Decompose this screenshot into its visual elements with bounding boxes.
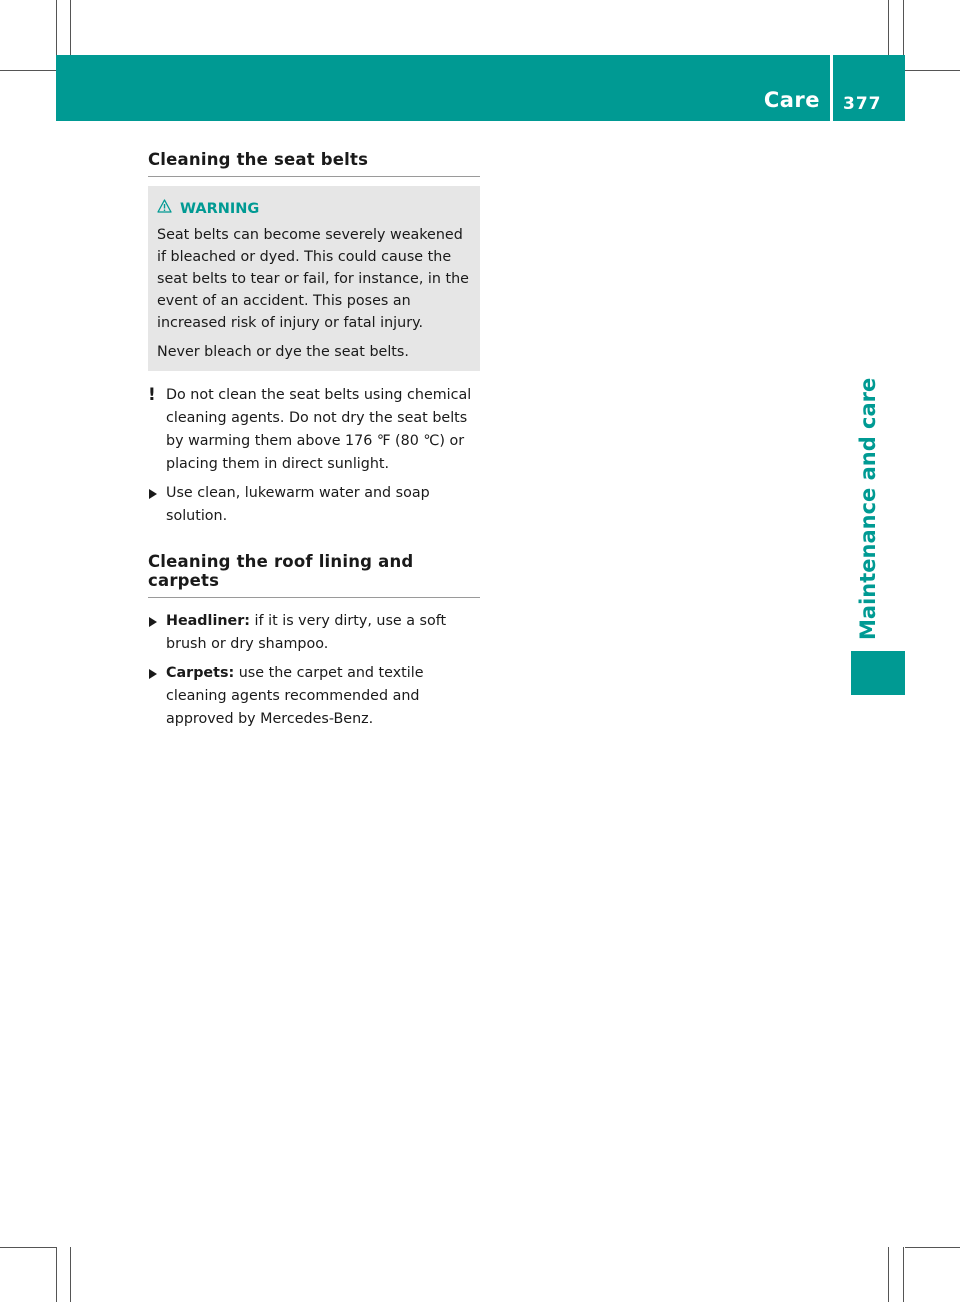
crop-mark <box>0 70 56 71</box>
crop-mark <box>888 0 889 55</box>
side-tab-marker <box>851 651 905 695</box>
crop-mark <box>888 1247 889 1302</box>
crop-mark <box>56 0 57 55</box>
crop-mark <box>70 1247 71 1302</box>
step-text: Use clean, lukewarm water and soap solution. <box>166 485 430 524</box>
crop-mark <box>0 1247 56 1248</box>
step-text: if it is very dirty, use a soft brush or dry shampoo. <box>166 613 447 652</box>
step-text: use the carpet and textile cleaning agents recommended and approved by Mercedes-Benz. <box>166 665 424 727</box>
crop-mark <box>903 1247 904 1302</box>
instruction-step <box>148 610 480 656</box>
crop-mark <box>905 70 960 71</box>
step-term: Headliner: <box>166 613 250 629</box>
crop-mark <box>903 0 904 55</box>
step-arrow-icon <box>149 489 157 499</box>
warning-triangle-icon <box>157 198 172 220</box>
section-roof-lining <box>148 552 480 731</box>
instruction-step <box>148 662 480 731</box>
warning-box <box>148 186 480 371</box>
warning-instruction: Never bleach or dye the seat belts. <box>157 344 409 360</box>
side-tab-label: Maintenance and care <box>856 377 880 640</box>
crop-mark <box>905 1247 960 1248</box>
main-content <box>148 150 480 731</box>
warning-label: WARNING <box>180 201 260 217</box>
step-arrow-icon <box>149 617 157 627</box>
header-section-title: Care <box>763 88 820 112</box>
warning-header <box>157 198 471 220</box>
header-divider <box>830 55 833 121</box>
note-block <box>148 384 480 476</box>
exclamation-icon: ! <box>148 385 156 405</box>
section-heading-roof-lining: Cleaning the roof lining and carpets <box>148 552 480 598</box>
step-arrow-icon <box>149 669 157 679</box>
note-text: Do not clean the seat belts using chemical cleaning agents. Do not dry the seat belts by warming them above 176 ℉ (80 ℃) or placing them in direct sunlight. <box>166 387 472 472</box>
warning-text: Seat belts can become severely weakened if bleached or dyed. This could cause the seat belts to tear or fail, for instance, in the event of an accident. This poses an increased risk of injury or fatal injury. <box>157 227 469 331</box>
page-number: 377 <box>843 94 882 114</box>
section-heading-seat-belts: Cleaning the seat belts <box>148 150 480 177</box>
crop-mark <box>56 1247 57 1302</box>
instruction-step <box>148 482 480 528</box>
step-term: Carpets: <box>166 665 235 681</box>
crop-mark <box>70 0 71 55</box>
